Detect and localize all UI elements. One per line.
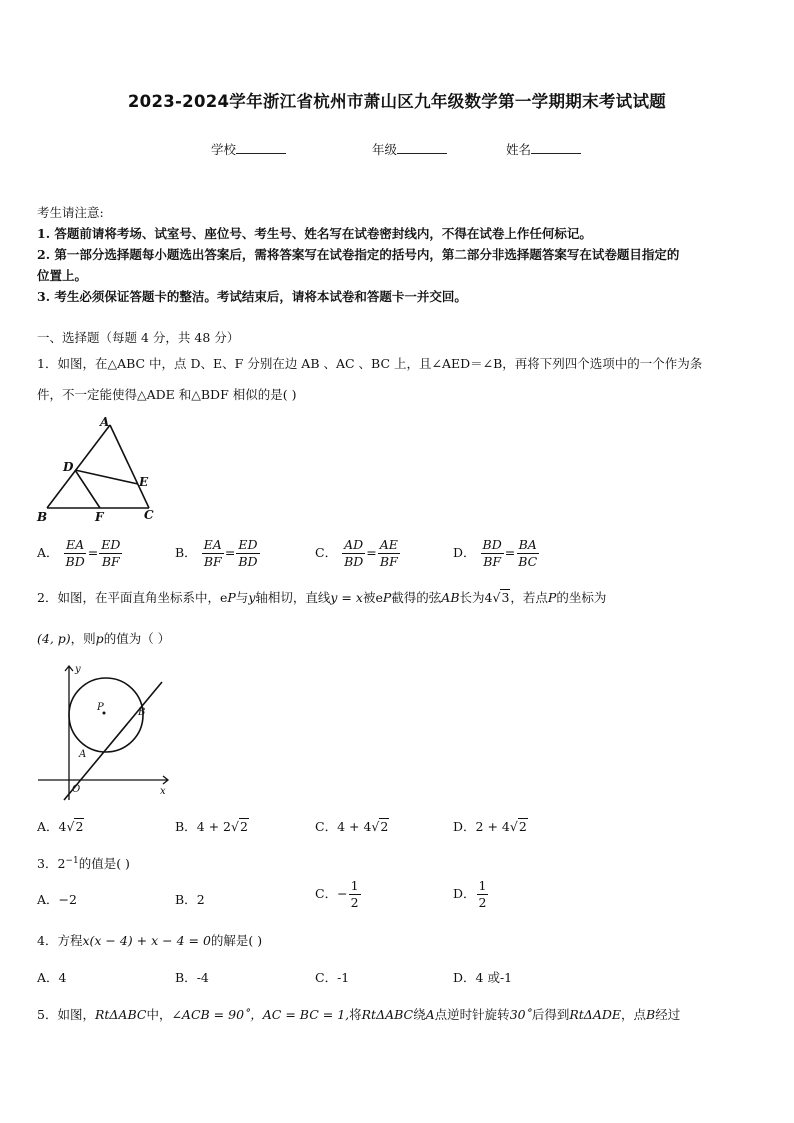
frac-den: BF [379, 554, 398, 569]
q1-option-a[interactable] [37, 537, 123, 570]
option-tag: D． [453, 819, 476, 834]
section-heading: 一、选择题（每题 4 分，共 48 分） [37, 330, 240, 345]
school-blank [236, 141, 286, 154]
text: 4．方程 [37, 933, 83, 948]
text: 3． [37, 856, 58, 871]
option-tag: C． [315, 970, 338, 985]
label-a: A [79, 749, 87, 760]
grade-field [372, 140, 447, 158]
text: 将 [349, 1007, 362, 1022]
q5-stem [37, 1005, 680, 1023]
sqrt: √2 [371, 819, 389, 834]
option-value: -4 [196, 970, 209, 985]
frac-num: 1 [350, 878, 359, 893]
option-value: 2 [196, 892, 205, 907]
frac-num: 1 [478, 878, 487, 893]
option-tag: A． [37, 970, 59, 985]
frac-num: AD [344, 537, 364, 552]
q4-option-d[interactable] [453, 968, 512, 986]
q2-coordinate-figure [34, 660, 179, 802]
label-c: C [144, 508, 154, 522]
side-ac [110, 425, 149, 508]
label-b: B [37, 510, 48, 524]
option-tag: A． [37, 892, 59, 907]
frac-num: AE [379, 537, 398, 552]
q2-line2 [37, 629, 170, 647]
option-value: 4 + 4 [337, 819, 372, 834]
notice-item-2: 2. 第一部分选择题每小题选出答案后，需将答案写在试卷指定的括号内，第二部分非选择题答案写在试卷题目指定的 [37, 247, 680, 262]
option-value: −2 [58, 892, 77, 907]
text: 的值是( ) [78, 856, 130, 871]
math-base: 2 [57, 856, 66, 871]
frac-den: BD [344, 554, 364, 569]
school-field [211, 140, 286, 158]
frac-den: BF [101, 554, 120, 569]
text: 2．如图，在平面直角坐标系中， [37, 590, 220, 605]
text: 与 [235, 590, 249, 605]
text: 长为 [459, 590, 485, 605]
q3-stem [37, 854, 130, 872]
math-var: RtΔABC [94, 1007, 147, 1022]
label-a: A [100, 415, 110, 429]
side-ab [47, 425, 110, 508]
option-tag: B． [175, 892, 197, 907]
q4-stem [37, 931, 262, 949]
option-value: 4 或-1 [475, 970, 513, 985]
text: 点逆时针旋转 [434, 1007, 510, 1022]
text: 绕 [413, 1007, 426, 1022]
option-tag: B． [175, 545, 197, 560]
circle-symbol: e [219, 590, 228, 605]
q1-triangle-figure [33, 413, 163, 525]
q3-option-b[interactable] [175, 890, 205, 908]
frac-num: EA [66, 537, 85, 552]
notice-item-3: 3. 考生必须保证答题卡的整洁。考试结束后，请将本试卷和答题卡一并交回。 [37, 289, 467, 304]
text: 被 [362, 590, 376, 605]
text: 的坐标为 [556, 590, 607, 605]
radicand: 2 [518, 819, 527, 834]
math-var: A [425, 1007, 435, 1022]
segment-de [75, 470, 138, 484]
q2-line1 [37, 588, 606, 606]
text: 截得的弦 [391, 590, 442, 605]
text: 的解是( ) [210, 933, 263, 948]
label-o: O [72, 784, 81, 795]
frac-den: BF [203, 554, 222, 569]
school-label: 学校 [211, 142, 237, 157]
grade-label: 年级 [372, 142, 398, 157]
frac-den: BC [518, 554, 538, 569]
text: ，则 [70, 631, 96, 646]
equals: = [87, 545, 99, 560]
q1-option-c[interactable] [315, 537, 401, 570]
math-num: 4 [484, 590, 493, 605]
frac-num: ED [238, 537, 258, 552]
q4-option-a[interactable] [37, 968, 66, 986]
text: 后得到 [531, 1007, 570, 1022]
math-var: P [547, 590, 557, 605]
label-e: E [139, 475, 149, 489]
radicand: 3 [501, 590, 510, 605]
q3-option-c[interactable] [315, 878, 362, 911]
segment-df [75, 470, 100, 508]
text: ，点 [621, 1007, 647, 1022]
q2-option-d[interactable] [453, 817, 528, 835]
q1-line2: 件，不一定能使得△ADE 和△BDF 相似的是( ) [37, 387, 297, 402]
notice-heading: 考生请注意: [37, 205, 104, 220]
minus-sign: − [337, 886, 348, 901]
q4-option-b[interactable] [175, 968, 209, 986]
frac-num: BA [518, 537, 537, 552]
frac-den: BD [65, 554, 85, 569]
sqrt: √2 [231, 819, 248, 834]
frac-den: BD [238, 554, 258, 569]
radicand: 2 [75, 819, 84, 834]
equals: = [224, 545, 236, 560]
math-eq: ∠ACB = 90˚，AC = BC = 1, [171, 1007, 350, 1022]
frac-num: EA [203, 537, 222, 552]
option-tag: C． [315, 819, 338, 834]
q2-option-b[interactable] [175, 817, 249, 835]
math-var: AB [441, 590, 460, 605]
equals: = [504, 545, 516, 560]
math-var: p [95, 631, 104, 646]
name-label: 姓名 [506, 142, 532, 157]
label-d: D [63, 460, 74, 474]
text: 轴相切，直线 [255, 590, 331, 605]
option-value: 2 + 4 [475, 819, 510, 834]
label-p: P [97, 702, 104, 713]
sqrt: √2 [66, 819, 84, 834]
text: ，若点 [510, 590, 548, 605]
sqrt: √3 [492, 590, 510, 605]
option-tag: D． [453, 970, 476, 985]
option-tag: D． [453, 545, 476, 560]
q2-option-a[interactable] [37, 817, 84, 835]
label-f: F [95, 510, 104, 524]
q3-option-d[interactable] [453, 878, 489, 911]
option-tag: B． [175, 819, 197, 834]
math-eq: y = x [330, 590, 363, 605]
equals: = [366, 545, 377, 560]
option-value: 4 [58, 970, 67, 985]
math-var: RtΔABC [361, 1007, 414, 1022]
q2-option-c[interactable] [315, 817, 389, 835]
frac-num: BD [482, 537, 502, 552]
name-blank [531, 141, 581, 154]
option-tag: C． [315, 545, 338, 560]
math-coord: (4, p) [37, 631, 71, 646]
option-tag: A． [37, 545, 59, 560]
math-var: y [248, 590, 256, 605]
frac-den: 2 [350, 895, 359, 910]
frac-num: ED [101, 537, 121, 552]
text: 经过 [655, 1007, 681, 1022]
grade-blank [397, 141, 447, 154]
sqrt: √2 [509, 819, 527, 834]
circle-symbol: e [375, 590, 383, 605]
label-x: x [160, 786, 166, 797]
text: 的值为（ ） [103, 631, 171, 646]
radicand: 2 [239, 819, 248, 834]
math-var: RtΔADE [569, 1007, 621, 1022]
math-var: P [227, 590, 236, 605]
option-tag: D． [453, 886, 476, 901]
math-eq: x(x − 4) + x − 4 = 0 [82, 933, 211, 948]
q4-option-c[interactable] [315, 968, 349, 986]
notice-item-2-cont: 位置上。 [37, 268, 88, 283]
option-tag: B． [175, 970, 197, 985]
math-angle: 30˚ [509, 1007, 532, 1022]
circle-p [69, 678, 146, 752]
math-var: P [382, 590, 392, 605]
q1-option-b[interactable] [175, 537, 261, 570]
name-field [506, 140, 581, 158]
math-exponent: −1 [65, 855, 79, 866]
exam-title: 2023-2024学年浙江省杭州市萧山区九年级数学第一学期期末考试试题 [127, 92, 667, 111]
q3-option-a[interactable] [37, 890, 77, 908]
option-tag: A． [37, 819, 59, 834]
q1-option-d[interactable] [453, 537, 540, 570]
math-var: B [646, 1007, 656, 1022]
label-b: B [138, 707, 146, 718]
text: 5．如图， [37, 1007, 95, 1022]
radicand: 2 [380, 819, 389, 834]
q1-line1: 1．如图，在△ABC 中，点 D、E、F 分别在边 AB 、AC 、BC 上，且∠AED＝∠B，再将下列四个选项中的一个作为条 [37, 356, 703, 371]
text: 中， [146, 1007, 172, 1022]
label-y: y [75, 664, 81, 675]
option-value: 4 [58, 819, 67, 834]
option-value: -1 [337, 970, 350, 985]
frac-den: BF [483, 554, 502, 569]
option-tag: C． [315, 886, 338, 901]
option-value: 4 + 2 [196, 819, 232, 834]
notice-item-1: 1. 答题前请将考场、试室号、座位号、考生号、姓名写在试卷密封线内，不得在试卷上作任何标记。 [37, 226, 592, 241]
frac-den: 2 [478, 895, 487, 910]
